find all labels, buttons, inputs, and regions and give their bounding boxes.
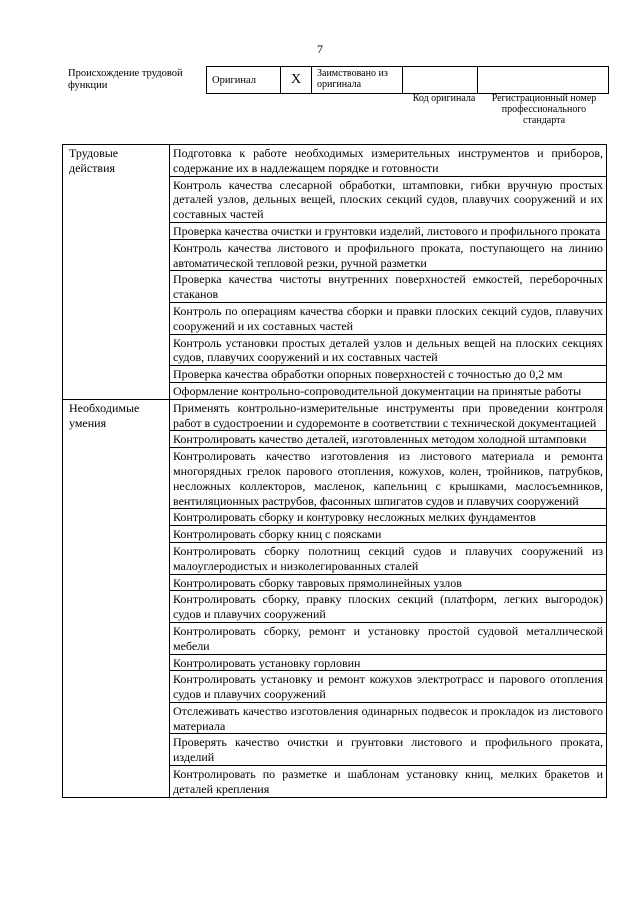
table-row bbox=[63, 399, 607, 431]
labor-function-table bbox=[62, 144, 607, 798]
original-cell: Оригинал bbox=[207, 67, 281, 94]
list-item: Контролировать сборку, правку плоских секций (платформ, легких выгородок) судов и плавучих сооружений bbox=[170, 591, 607, 623]
list-item: Контролировать установку и ремонт кожухов электротрасс и парового отопления судов и плавучих сооружений bbox=[170, 671, 607, 703]
code-cell bbox=[403, 67, 478, 94]
section-title: Трудовые действия bbox=[63, 145, 170, 400]
borrowed-cell: Заимствовано из оригинала bbox=[312, 67, 403, 94]
list-item: Контролировать сборку книц с поясками bbox=[170, 526, 607, 543]
list-item: Контролировать по разметке и шаблонам установку книц, мелких бракетов и деталей крепления bbox=[170, 766, 607, 798]
list-item: Проверять качество очистки и грунтовки листового и профильного проката, изделий bbox=[170, 734, 607, 766]
list-item: Контроль качества слесарной обработки, штамповки, гибки вручную простых деталей узлов, дельных вещей, плоских секций судов, плавучих сооружений и их составных частей bbox=[170, 176, 607, 222]
list-item: Применять контрольно-измерительные инструменты при проведении контроля работ в судостроении и судоремонте в соответствии с технической документацией bbox=[170, 399, 607, 431]
origin-label: Происхождение трудовой функции bbox=[68, 68, 183, 91]
list-item: Контролировать сборку полотнищ секций судов и плавучих сооружений из малоуглеродистых и низколегированных сталей bbox=[170, 542, 607, 574]
list-item: Отслеживать качество изготовления одинарных подвесок и прокладок из листового материала bbox=[170, 702, 607, 734]
code-caption: Код оригинала bbox=[412, 93, 476, 104]
list-item: Контролировать качество изготовления из листового материала и ремонта многорядных грелок парового отопления, кожухов, колен, тройников, патрубков, несложных коллекторов, масленок, капельниц с крышками, маслосъемников, вентиляционных раструбов, фасонных шпигатов судов и плавучих сооружений bbox=[170, 448, 607, 509]
list-item: Проверка качества обработки опорных поверхностей с точностью до 0,2 мм bbox=[170, 366, 607, 383]
registration-caption: Регистрационный номер профессионального стандарта bbox=[491, 93, 597, 126]
list-item: Оформление контрольно-сопроводительной документации на принятые работы bbox=[170, 382, 607, 399]
list-item: Контроль по операциям качества сборки и правки плоских секций судов, плавучих сооружений и их составных частей bbox=[170, 302, 607, 334]
section-title: Необходимые умения bbox=[63, 399, 170, 797]
list-item: Контроль качества листового и профильного проката, поступающего на линию автоматической тепловой резки, ручной разметки bbox=[170, 239, 607, 271]
list-item: Контролировать качество деталей, изготовленных методом холодной штамповки bbox=[170, 431, 607, 448]
list-item: Контроль установки простых деталей узлов и дельных вещей на плоских секциях судов, плавучих сооружений и их составных частей bbox=[170, 334, 607, 366]
list-item: Контролировать сборку и контуровку несложных мелких фундаментов bbox=[170, 509, 607, 526]
table-row bbox=[63, 145, 607, 177]
list-item: Контролировать сборку, ремонт и установку простой судовой металлической мебели bbox=[170, 622, 607, 654]
list-item: Проверка качества чистоты внутренних поверхностей емкостей, переборочных стаканов bbox=[170, 271, 607, 303]
list-item: Подготовка к работе необходимых измерительных инструментов и приборов, содержание их в надлежащем порядке и готовности bbox=[170, 145, 607, 177]
list-item: Контролировать установку горловин bbox=[170, 654, 607, 671]
registration-cell bbox=[478, 67, 609, 94]
original-mark: X bbox=[281, 67, 312, 94]
list-item: Проверка качества очистки и грунтовки изделий, листового и профильного проката bbox=[170, 222, 607, 239]
origin-table bbox=[206, 66, 609, 94]
page-number: 7 bbox=[317, 42, 323, 56]
list-item: Контролировать сборку тавровых прямолинейных узлов bbox=[170, 574, 607, 591]
